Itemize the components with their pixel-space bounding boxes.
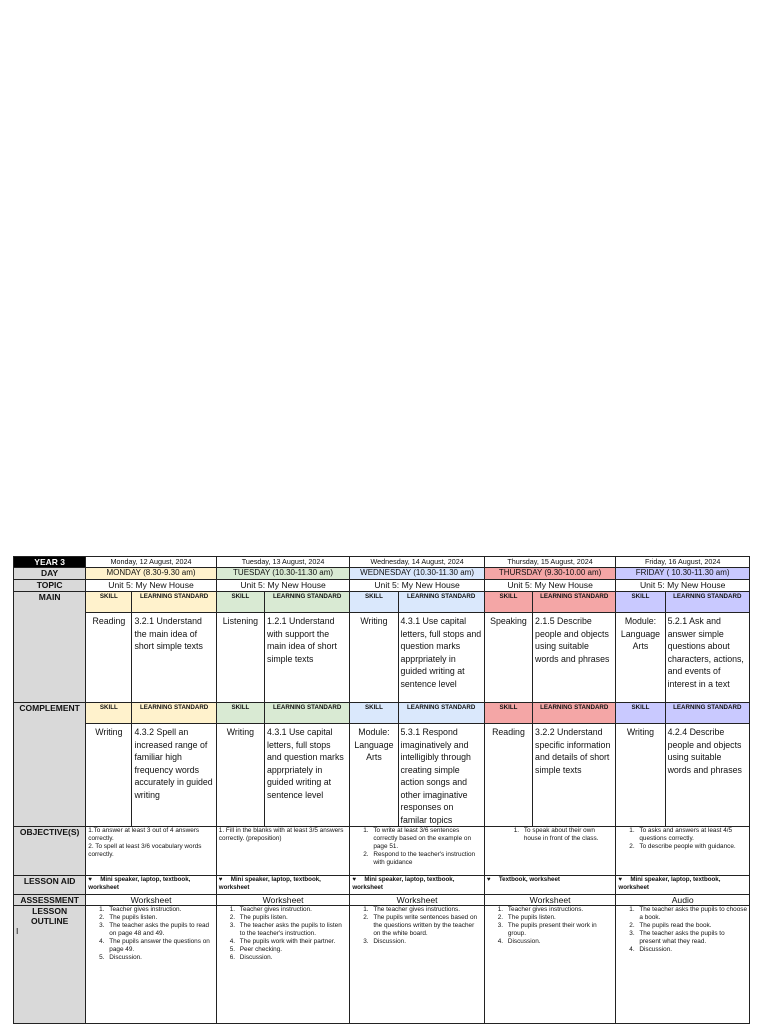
- outline-step: 2. The pupils listen.: [505, 914, 614, 922]
- wednesday-main-standard: 4.3.1 Use capital letters, full stops and question marks apprpriately in guided writing at sentence level: [398, 613, 484, 703]
- lesson-outline-row: [14, 906, 750, 1024]
- thursday-comp-standard: 3.2.2 Understand specific information and details of short simple texts: [533, 724, 616, 827]
- learning-standard-header: LEARNING STANDARD: [533, 703, 616, 724]
- learning-standard-header: LEARNING STANDARD: [398, 592, 484, 613]
- aid-text: Mini speaker, laptop, textbook, worksheet: [618, 876, 721, 891]
- heart-bullet-icon: ♥: [618, 876, 623, 883]
- tuesday-main-standard: 1.2.1 Understand with support the main idea of short simple texts: [264, 613, 349, 703]
- lesson-aid-row: [14, 876, 750, 895]
- outline-step: 1. Teacher gives instructions.: [505, 906, 614, 914]
- aid-text: Textbook, worksheet: [498, 876, 560, 883]
- outline-mark: I: [16, 926, 19, 936]
- tuesday-day: TUESDAY (10.30-11.30 am): [216, 568, 350, 580]
- monday-aid: [86, 876, 217, 895]
- outline-step: 2. The pupils listen.: [237, 914, 348, 922]
- outline-step: 3. The teacher asks the pupils to read on page 48 and 49.: [106, 922, 214, 938]
- monday-comp-skill: Writing: [86, 724, 132, 827]
- topic-label: TOPIC: [14, 580, 86, 592]
- heart-bullet-icon: ♥: [486, 876, 491, 883]
- tuesday-outline: [216, 906, 350, 1024]
- learning-standard-header: LEARNING STANDARD: [132, 592, 216, 613]
- day-row: [14, 568, 750, 580]
- objective-item: 2. To spell at least 3/6 vocabulary words correctly.: [88, 843, 202, 858]
- skill-header: SKILL: [350, 703, 398, 724]
- thursday-main-standard: 2.1.5 Describe people and objects using suitable words and phrases: [533, 613, 616, 703]
- monday-date: Monday, 12 August, 2024: [86, 557, 217, 568]
- outline-step: 3. The pupils present their work in group.: [505, 922, 614, 938]
- monday-main-skill: Reading: [86, 613, 132, 703]
- outline-step: 4. The pupils work with their partner.: [237, 938, 348, 946]
- monday-main-standard: 3.2.1 Understand the main idea of short simple texts: [132, 613, 216, 703]
- complement-body-row: [14, 724, 750, 827]
- thursday-objectives: [484, 827, 616, 876]
- wednesday-objectives: [350, 827, 485, 876]
- thursday-day: THURSDAY (9.30-10.00 am): [484, 568, 616, 580]
- outline-step: 5. Discussion.: [106, 954, 214, 962]
- skill-header: SKILL: [86, 703, 132, 724]
- tuesday-main-skill: Listening: [216, 613, 264, 703]
- year-label: YEAR 3: [14, 557, 86, 568]
- outline-step: 4. Discussion.: [505, 938, 614, 946]
- heart-bullet-icon: ♥: [352, 876, 357, 883]
- monday-comp-standard: 4.3.2 Spell an increased range of familiar high frequency words accurately in guided writing: [132, 724, 216, 827]
- monday-assessment: Worksheet: [86, 895, 217, 906]
- outline-step: 3. The teacher asks the pupils to listen to the teacher's instruction.: [237, 922, 348, 938]
- objective-item: 1. To write at least 3/6 sentences correctly based on the example on page 51.: [370, 827, 482, 851]
- wednesday-main-skill: Writing: [350, 613, 398, 703]
- skill-header: SKILL: [216, 703, 264, 724]
- outline-step: 3. Discussion.: [370, 938, 482, 946]
- outline-step: 4. The pupils answer the questions on page 49.: [106, 938, 214, 954]
- skill-header: SKILL: [216, 592, 264, 613]
- wednesday-date: Wednesday, 14 August, 2024: [350, 557, 485, 568]
- outline-step: 1. Teacher gives instruction.: [237, 906, 348, 914]
- wednesday-assessment: Worksheet: [350, 895, 485, 906]
- date-row: [14, 557, 750, 568]
- friday-outline: [616, 906, 750, 1024]
- objective-item: 1.To answer at least 3 out of 4 answers correctly.: [88, 827, 200, 842]
- aid-text: Mini speaker, laptop, textbook, worksheet: [88, 876, 191, 891]
- heart-bullet-icon: ♥: [218, 876, 223, 883]
- outline-step: 3. The teacher asks the pupils to present what they read.: [636, 930, 747, 946]
- thursday-main-skill: Speaking: [484, 613, 532, 703]
- skill-header: SKILL: [616, 592, 665, 613]
- friday-aid: [616, 876, 750, 895]
- learning-standard-header: LEARNING STANDARD: [264, 592, 349, 613]
- outline-step: 2. The pupils write sentences based on the questions written by the teacher on the white board.: [370, 914, 482, 938]
- tuesday-comp-standard: 4.3.1 Use capital letters, full stops and question marks apprpriately in guided writing at sentence level: [264, 724, 349, 827]
- learning-standard-header: LEARNING STANDARD: [132, 703, 216, 724]
- lesson-outline-cell: [14, 906, 86, 1024]
- complement-label: COMPLEMENT: [14, 703, 86, 827]
- friday-assessment: Audio: [616, 895, 750, 906]
- learning-standard-header: LEARNING STANDARD: [533, 592, 616, 613]
- objectives-label: OBJECTIVE(S): [14, 827, 86, 876]
- outline-step: 6. Discussion.: [237, 954, 348, 962]
- learning-standard-header: LEARNING STANDARD: [264, 703, 349, 724]
- lesson-outline-label: LESSON OUTLINE: [30, 906, 69, 926]
- main-label: MAIN: [14, 592, 86, 703]
- friday-day: FRIDAY ( 10.30-11.30 am): [616, 568, 750, 580]
- outline-step: 1. The teacher gives instructions.: [370, 906, 482, 914]
- objective-item: 1. Fill in the blanks with at least 3/5 answers correctly. (preposition): [218, 827, 344, 842]
- tuesday-date: Tuesday, 13 August, 2024: [216, 557, 350, 568]
- tuesday-objectives: [216, 827, 350, 876]
- assessment-label: ASSESSMENT: [14, 895, 86, 906]
- wednesday-comp-standard: 5.3.1 Respond imaginatively and intelligibly through creating simple action songs and other imaginative responses on familar topics: [398, 724, 484, 827]
- friday-objectives: [616, 827, 750, 876]
- monday-objectives: [86, 827, 217, 876]
- heart-bullet-icon: ♥: [88, 876, 92, 883]
- thursday-topic: Unit 5: My New House: [484, 580, 616, 592]
- friday-main-standard: 5.2.1 Ask and answer simple questions about characters, actions, and events of interest in a text: [665, 613, 749, 703]
- friday-date: Friday, 16 August, 2024: [616, 557, 750, 568]
- thursday-date: Thursday, 15 August, 2024: [484, 557, 616, 568]
- thursday-comp-skill: Reading: [484, 724, 532, 827]
- skill-header: SKILL: [350, 592, 398, 613]
- learning-standard-header: LEARNING STANDARD: [665, 592, 749, 613]
- tuesday-comp-skill: Writing: [216, 724, 264, 827]
- aid-text: Mini speaker, laptop, textbook, worksheet: [218, 876, 321, 891]
- thursday-assessment: Worksheet: [484, 895, 616, 906]
- outline-step: 4. Discussion.: [636, 946, 747, 954]
- wednesday-outline: [350, 906, 485, 1024]
- wednesday-aid: [350, 876, 485, 895]
- outline-step: 2. The pupils listen.: [106, 914, 214, 922]
- aid-text: Mini speaker, laptop, textbook, worksheet: [352, 876, 455, 891]
- topic-row: [14, 580, 750, 592]
- skill-header: SKILL: [484, 703, 532, 724]
- thursday-aid: [484, 876, 616, 895]
- objective-item: 2. Respond to the teacher's instruction with guidance: [370, 851, 482, 867]
- friday-topic: Unit 5: My New House: [616, 580, 750, 592]
- wednesday-day: WEDNESDAY (10.30-11.30 am): [350, 568, 485, 580]
- skill-header: SKILL: [616, 703, 665, 724]
- learning-standard-header: LEARNING STANDARD: [665, 703, 749, 724]
- friday-comp-standard: 4.2.4 Describe people and objects using suitable words and phrases: [665, 724, 749, 827]
- skill-header: SKILL: [86, 592, 132, 613]
- monday-outline: [86, 906, 217, 1024]
- outline-step: 1. Teacher gives instruction.: [106, 906, 214, 914]
- objectives-row: [14, 827, 750, 876]
- wednesday-comp-skill: Module: Language Arts: [350, 724, 398, 827]
- friday-comp-skill: Writing: [616, 724, 665, 827]
- objective-item: 2. To describe people with guidance.: [636, 843, 747, 851]
- day-label: DAY: [14, 568, 86, 580]
- assessment-row: [14, 895, 750, 906]
- main-body-row: [14, 613, 750, 703]
- outline-step: 1. The teacher asks the pupils to choose a book.: [636, 906, 747, 922]
- tuesday-topic: Unit 5: My New House: [216, 580, 350, 592]
- tuesday-assessment: Worksheet: [216, 895, 350, 906]
- thursday-outline: [484, 906, 616, 1024]
- tuesday-aid: [216, 876, 350, 895]
- friday-main-skill: Module: Language Arts: [616, 613, 665, 703]
- skill-header: SKILL: [484, 592, 532, 613]
- monday-day: MONDAY (8.30-9.30 am): [86, 568, 217, 580]
- complement-header-row: [14, 703, 750, 724]
- monday-topic: Unit 5: My New House: [86, 580, 217, 592]
- objective-item: 1. To asks and answers at least 4/5 questions correctly.: [636, 827, 747, 843]
- learning-standard-header: LEARNING STANDARD: [398, 703, 484, 724]
- lesson-aid-label: LESSON AID: [14, 876, 86, 895]
- objective-item: 1. To speak about their own house in front of the class.: [521, 827, 614, 843]
- lesson-plan-table: [13, 556, 750, 1024]
- outline-step: 2. The pupils read the book.: [636, 922, 747, 930]
- outline-step: 5. Peer checking.: [237, 946, 348, 954]
- main-header-row: [14, 592, 750, 613]
- wednesday-topic: Unit 5: My New House: [350, 580, 485, 592]
